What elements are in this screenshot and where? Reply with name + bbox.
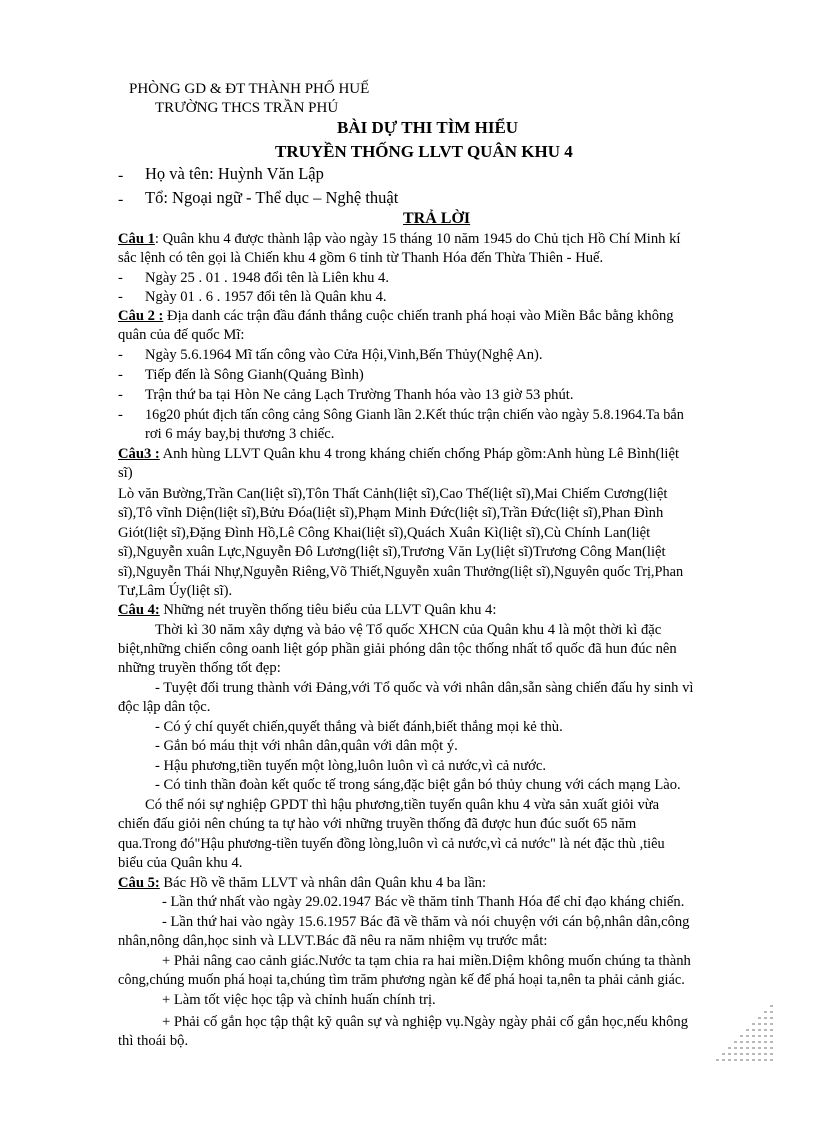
- bullet: -: [118, 367, 123, 383]
- answer-heading: TRẢ LỜI: [403, 210, 471, 227]
- q3-line-7: sĩ),Nguyễn Thái Nhự,Nguyễn Riêng,Võ Thiết,Nguyễn xuân Thưởng(liệt sĩ),Nguyên quốc Trị,Phan: [118, 564, 684, 580]
- q4-dash-2: - Có ý chí quyết chiến,quyết thắng và biết đánh,biết thắng mọi kẻ thù.: [155, 719, 563, 735]
- q3-line-2: sĩ): [118, 465, 133, 481]
- q5-dash-1: - Lần thứ nhất vào ngày 29.02.1947 Bác về thăm tỉnh Thanh Hóa để chỉ đạo kháng chiến.: [162, 894, 685, 910]
- q1-bullet-2: Ngày 01 . 6 . 1957 đổi tên là Quân khu 4.: [145, 289, 387, 305]
- q4-para-2: biệt,những chiến công oanh liệt góp phần giải phóng dân tộc thống nhất tổ quốc đã hun đúc nên: [118, 641, 677, 657]
- q4-dash-5: - Có tinh thần đoàn kết quốc tế trong sáng,đặc biệt gắn bó thủy chung với cách mạng Lào.: [155, 777, 681, 793]
- q4-conclusion-3: qua.Trong đó"Hậu phương-tiền tuyến đồng lòng,luôn vì cả nước,vì cả nước" là nét đặc thù ,tiêu: [118, 836, 665, 852]
- department-name: PHÒNG GD & ĐT THÀNH PHỐ HUẾ: [129, 81, 370, 97]
- q3-label: Câu3 :: [118, 446, 160, 462]
- q2-line-2: quân của đế quốc Mĩ:: [118, 327, 245, 343]
- q3-line-3: Lò văn Bường,Trần Can(liệt sĩ),Tôn Thất Cảnh(liệt sĩ),Cao Thế(liệt sĩ),Mai Chiếm Cương(liệt: [118, 486, 668, 502]
- q2-bullet-4-cont: rơi 6 máy bay,bị thương 3 chiếc.: [145, 426, 335, 442]
- author-name: Họ và tên: Huỳnh Văn Lập: [145, 164, 324, 183]
- bullet: -: [118, 289, 123, 305]
- corner-decoration-icon: [670, 1005, 780, 1085]
- title-line-2: TRUYỀN THỐNG LLVT QUÂN KHU 4: [275, 142, 573, 161]
- q2-bullet-4: 16g20 phút địch tấn công cảng Sông Gianh lần 2.Kết thúc trận chiến vào ngày 5.8.1964.Ta bắn: [145, 407, 684, 423]
- q4-text: Những nét truyền thống tiêu biểu của LLVT Quân khu 4:: [159, 602, 497, 618]
- q3-line-5: Giót(liệt sĩ),Đặng Đình Hồ,Lê Công Khai(liệt sĩ),Quách Xuân Kì(liệt sĩ),Cù Chính Lan(liệt: [118, 525, 651, 541]
- q2-label: Câu 2 :: [118, 308, 164, 324]
- q4-dash-4: - Hậu phương,tiền tuyến một lòng,luôn luôn vì cả nước,vì cả nước.: [155, 758, 546, 774]
- bullet: -: [118, 347, 123, 363]
- q3-line-1: [118, 445, 679, 463]
- school-name: TRƯỜNG THCS TRẦN PHÚ: [155, 100, 339, 116]
- bullet: -: [118, 270, 123, 286]
- q1-line-2: sắc lệnh có tên gọi là Chiến khu 4 gồm 6 tỉnh từ Thanh Hóa đến Thừa Thiên - Huế.: [118, 250, 604, 266]
- q5-text: Bác Hồ về thăm LLVT và nhân dân Quân khu 4 ba lần:: [159, 875, 487, 891]
- author-group: Tổ: Ngoại ngữ - Thể dục – Nghệ thuật: [145, 188, 399, 207]
- q5-task-2: + Làm tốt việc học tập và chỉnh huấn chính trị.: [162, 992, 436, 1008]
- q5-task-1-cont: công,chúng muốn phá hoại ta,chúng tìm trăm phương ngàn kế để phá hoại ta,nên ta phải cảnh giác.: [118, 972, 685, 988]
- q3-line-6: sĩ),Nguyễn xuân Lực,Nguyễn Đô Lương(liệt sĩ),Trương Văn Ly(liệt sĩ)Trương Công Man(liệt: [118, 544, 666, 560]
- q1-label: Câu 1: [118, 231, 155, 247]
- q1-bullet-1: Ngày 25 . 01 . 1948 đổi tên là Liên khu 4.: [145, 270, 390, 286]
- q4-conclusion-4: biểu của Quân khu 4.: [118, 855, 243, 871]
- q4-line-1: [118, 601, 496, 619]
- q2-bullet-3: Trận thứ ba tại Hòn Ne cảng Lạch Trường Thanh hóa vào 13 giờ 53 phút.: [145, 387, 574, 403]
- q5-label: Câu 5:: [118, 875, 160, 891]
- q4-conclusion-2: chiến đấu giỏi nên chúng ta tự hào với những truyền thống đã được hun đúc suốt 65 năm: [118, 816, 637, 832]
- q2-bullet-2: Tiếp đến là Sông Gianh(Quảng Bình): [145, 367, 364, 383]
- q2-bullet-1: Ngày 5.6.1964 Mĩ tấn công vào Cửa Hội,Vinh,Bến Thủy(Nghệ An).: [145, 347, 543, 363]
- q4-conclusion-1: Có thể nói sự nghiệp GPDT thì hậu phương,tiền tuyến quân khu 4 vừa sản xuất giỏi vừa: [145, 797, 660, 813]
- title-line-1: BÀI DỰ THI TÌM HIỂU: [337, 118, 519, 137]
- bullet: -: [118, 387, 123, 403]
- q3-text: Anh hùng LLVT Quân khu 4 trong kháng chiến chống Pháp gồm:Anh hùng Lê Bình(liệt: [159, 446, 680, 462]
- q4-para-1: Thời kì 30 năm xây dựng và bảo vệ Tổ quốc XHCN của Quân khu 4 là một thời kì đặc: [155, 622, 662, 638]
- bullet: -: [118, 191, 124, 208]
- q5-dash-2-cont: nhân,nông dân,học sinh và LLVT.Bác đã nêu ra năm nhiệm vụ trước mắt:: [118, 933, 548, 949]
- q4-dash-1-cont: độc lập dân tộc.: [118, 699, 211, 715]
- q2-line-1: [118, 307, 674, 325]
- q5-task-3: + Phải cố gắn học tập thật kỹ quân sự và nghiệp vụ.Ngày ngày phải cố gắn học,nếu không: [162, 1014, 688, 1030]
- q5-task-3-cont: thì thoái bộ.: [118, 1033, 189, 1049]
- bullet: -: [118, 167, 124, 184]
- q4-label: Câu 4:: [118, 602, 160, 618]
- q2-text: Địa danh các trận đầu đánh thắng cuộc chiến tranh phá hoại vào Miền Bắc bằng không: [163, 308, 674, 324]
- q1-line-1: [118, 230, 680, 248]
- q4-para-3: những truyền thống tốt đẹp:: [118, 660, 281, 676]
- q1-text: : Quân khu 4 được thành lập vào ngày 15 tháng 10 năm 1945 do Chủ tịch Hồ Chí Minh kí: [154, 231, 681, 247]
- q4-dash-3: - Gắn bó máu thịt với nhân dân,quân với dân một ý.: [155, 738, 458, 754]
- bullet: -: [118, 407, 123, 423]
- q4-dash-1: - Tuyệt đối trung thành với Đảng,với Tổ quốc và với nhân dân,sẵn sàng chiến đấu hy sinh vì: [155, 680, 694, 696]
- q3-line-4: sĩ),Tô vĩnh Diện(liệt sĩ),Bửu Đóa(liệt sĩ),Phạm Minh Đức(liệt sĩ),Trần Đức(liệt sĩ),Phan Đình: [118, 505, 664, 521]
- q5-dash-2: - Lần thứ hai vào ngày 15.6.1957 Bác đã về thăm và nói chuyện với cán bộ,nhân dân,công: [162, 914, 690, 930]
- q5-line-1: [118, 874, 486, 892]
- q3-line-8: Tư,Lâm Úy(liệt sĩ).: [118, 583, 233, 599]
- q5-task-1: + Phải nâng cao cảnh giác.Nước ta tạm chia ra hai miền.Diệm không muốn chúng ta thành: [162, 953, 691, 969]
